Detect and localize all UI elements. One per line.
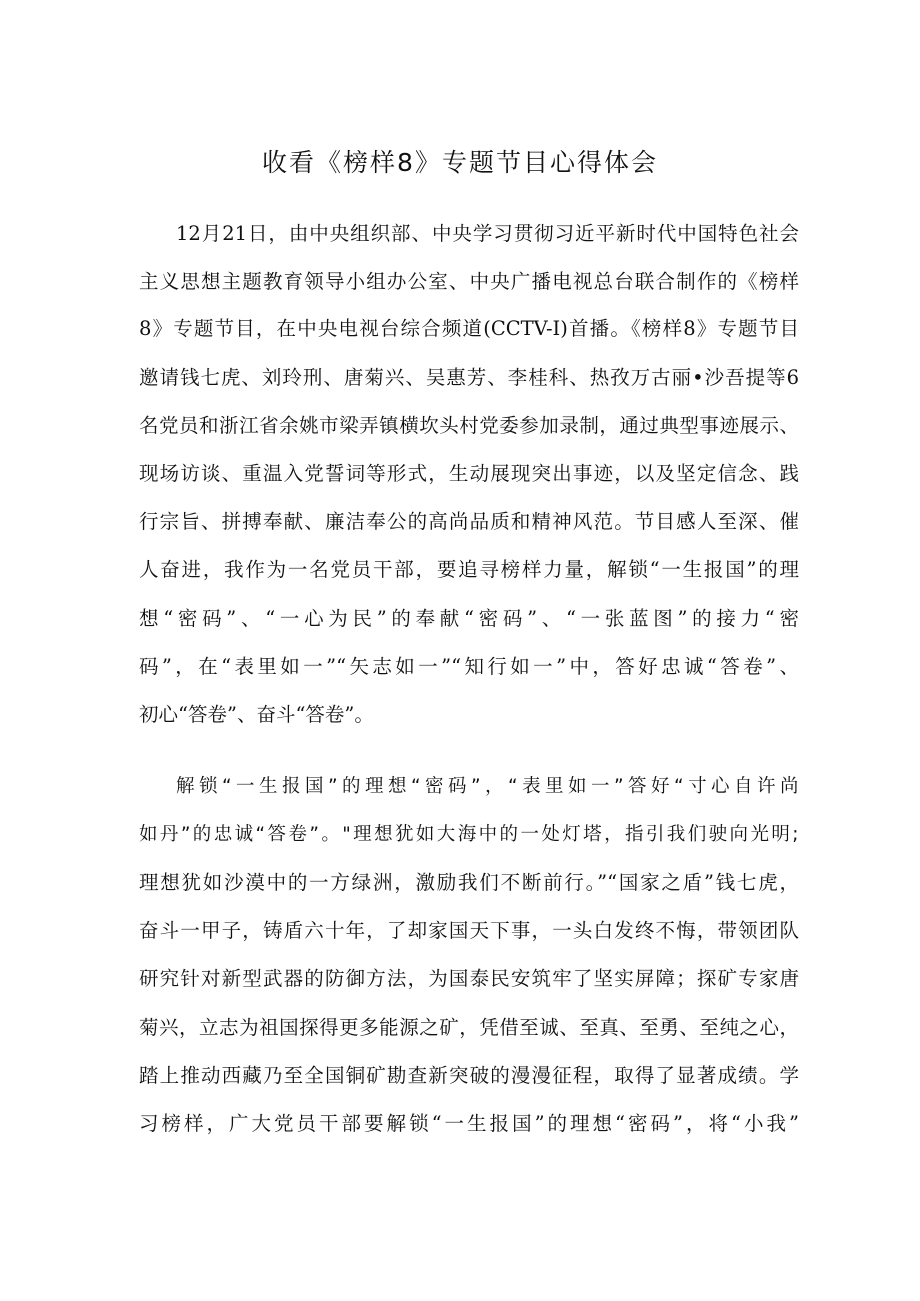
paragraph-1-line: 名党员和浙江省余姚市梁弄镇横坎头村党委参加录制，通过典型事迹展示、 [139, 414, 799, 437]
paragraph-2-line: 菊兴，立志为祖国探得更多能源之矿，凭借至诚、至真、至勇、至纯之心， [139, 1016, 799, 1039]
paragraph-1-line: 初心“答卷”、奋斗“答卷”。 [139, 703, 374, 726]
paragraph-1-line: 码”，在“表里如一”“矢志如一”“知行如一”中，答好忠诚“答卷”、 [139, 655, 799, 678]
paragraph-1-line: 12月21日，由中央组织部、中央学习贯彻习近平新时代中国特色社会 [176, 222, 799, 245]
paragraph-2-line: 习榜样，广大党员干部要解锁“一生报国”的理想“密码”，将“小我” [139, 1112, 799, 1135]
paragraph-1-line: 人奋进，我作为一名党员干部，要追寻榜样力量，解锁“一生报国”的理 [139, 558, 799, 581]
paragraph-2-line: 理想犹如沙漠中的一方绿洲，激励我们不断前行。”“国家之盾”钱七虎， [139, 871, 799, 894]
paragraph-1-line: 8》专题节目，在中央电视台综合频道(CCTV-I)首播。《榜样8》专题节目 [139, 317, 799, 340]
paragraph-1-line: 主义思想主题教育领导小组办公室、中央广播电视总台联合制作的《榜样 [139, 270, 799, 293]
paragraph-2-line: 研究针对新型武器的防御方法，为国泰民安筑牢了坚实屏障；探矿专家唐 [139, 967, 799, 990]
paragraph-2-line: 踏上推动西藏乃至全国铜矿勘查新突破的漫漫征程，取得了显著成绩。学 [139, 1064, 799, 1087]
paragraph-1-line: 想“密码”、“一心为民”的奉献“密码”、“一张蓝图”的接力“密 [139, 607, 799, 630]
paragraph-2-line: 如丹”的忠诚“答卷”。"理想犹如大海中的一处灯塔，指引我们驶向光明; [139, 824, 799, 845]
paragraph-2-line: 解锁“一生报国”的理想“密码”，“表里如一”答好“寸心自许尚 [176, 776, 799, 797]
paragraph-1-line: 现场访谈、重温入党誓词等形式，生动展现突出事迹，以及坚定信念、践 [139, 462, 799, 485]
paragraph-2-line: 奋斗一甲子，铸盾六十年，了却家国天下事，一头白发终不悔，带领团队 [139, 919, 799, 942]
document-title: 收看《榜样8》专题节目心得体会 [262, 148, 658, 177]
paragraph-1-line: 邀请钱七虎、刘玲刑、唐菊兴、吴惠芳、李桂科、热孜万古丽•沙吾提等6 [139, 366, 799, 389]
paragraph-1-line: 行宗旨、拼搏奉献、廉洁奉公的高尚品质和精神风范。节目感人至深、催 [139, 510, 799, 533]
